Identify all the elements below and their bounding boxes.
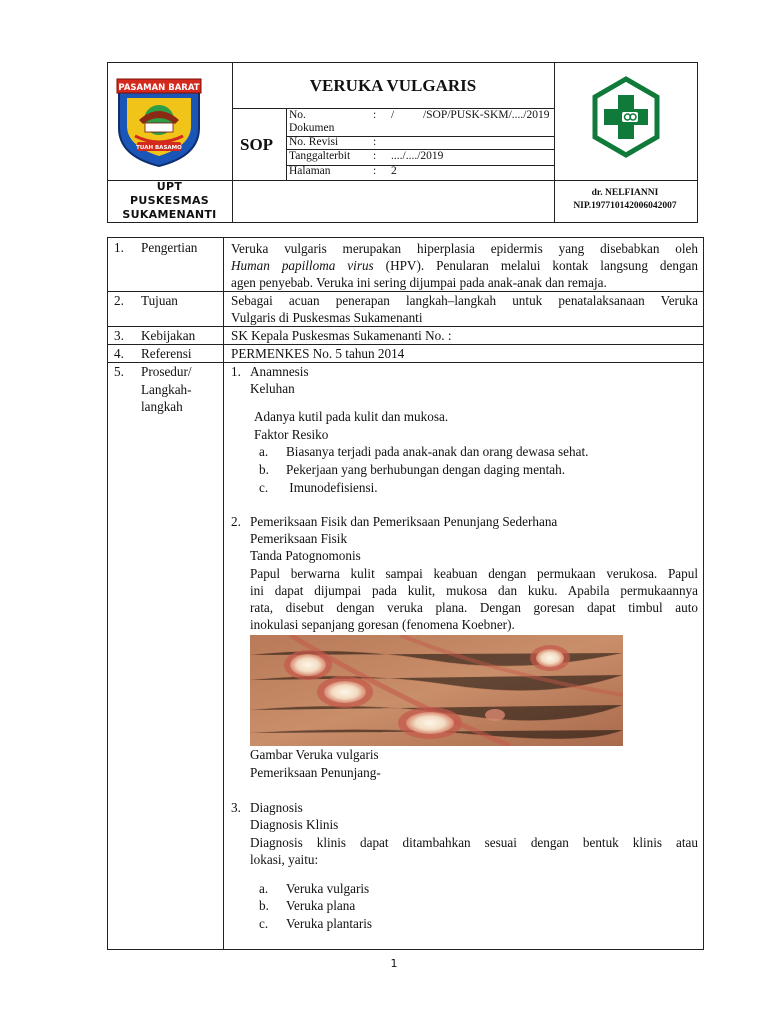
row-label-prosedur: Prosedur/ Langkah- langkah xyxy=(141,364,192,414)
section-number: 3. xyxy=(231,800,241,815)
meta-label-halaman: Halaman xyxy=(289,165,331,177)
row-number: 2. xyxy=(114,293,124,308)
meta-colon: : xyxy=(373,150,377,162)
svg-text:PASAMAN BARAT: PASAMAN BARAT xyxy=(118,83,200,93)
meta-value-tanggal: ..../..../2019 xyxy=(391,150,444,162)
row-label-pengertian: Pengertian xyxy=(141,240,198,255)
list-marker: b. xyxy=(259,898,269,913)
diagnosis-line-1: Diagnosis klinis dapat ditambahkan sesuai dengan bentuk klinis atau xyxy=(250,835,698,850)
pemeriksaan-line-3: rata, disebut dengan veruka plana. Dengan goresan dapat timbul auto xyxy=(250,600,698,615)
sop-label: SOP xyxy=(240,135,274,154)
list-item: Pekerjaan yang berhubungan dengan daging mentah. xyxy=(286,462,566,477)
puskesmas-logo xyxy=(591,76,661,158)
veruka-vulgaris-photo xyxy=(250,635,623,746)
meta-label-dokumen: Dokumen xyxy=(289,122,335,134)
list-marker: b. xyxy=(259,462,269,477)
meta-colon: : xyxy=(373,165,377,177)
subheading-diagnosis-klinis: Diagnosis Klinis xyxy=(250,817,339,832)
subheading-pemeriksaan-penunjang: Pemeriksaan Penunjang- xyxy=(250,765,381,780)
pengertian-line-2: Human papilloma virus (HPV). Penularan melalui kontak langsung dengan xyxy=(231,258,698,273)
row-number: 4. xyxy=(114,346,124,361)
puskesmas-cross-icon xyxy=(591,76,661,158)
row-label-referensi: Referensi xyxy=(141,346,192,361)
referensi-text: PERMENKES No. 5 tahun 2014 xyxy=(231,346,405,361)
list-marker: a. xyxy=(259,881,269,896)
row-label-kebijakan: Kebijakan xyxy=(141,328,196,343)
section-title-anamnesis: Anamnesis xyxy=(250,364,309,379)
row-number: 3. xyxy=(114,328,124,343)
section-number: 1. xyxy=(231,364,241,379)
pasaman-barat-emblem-icon xyxy=(113,76,205,168)
svg-text:TUAH BASAMO: TUAH BASAMO xyxy=(136,145,182,151)
skin-lesion-image-icon xyxy=(250,635,623,746)
organization-name: UPT PUSKESMAS SUKAMENANTI xyxy=(122,180,217,221)
row-label-tujuan: Tujuan xyxy=(141,293,178,308)
list-marker: a. xyxy=(259,444,269,459)
signer-nip: NIP.197710142006042007 xyxy=(573,201,677,211)
pemeriksaan-line-1: Papul berwarna kulit sampai keabuan dengan permukaan verukosa. Papul xyxy=(250,566,698,581)
section-title-pemeriksaan: Pemeriksaan Fisik dan Pemeriksaan Penunjang Sederhana xyxy=(250,514,558,529)
keluhan-text: Adanya kutil pada kulit dan mukosa. xyxy=(254,409,449,424)
tujuan-line-1: Sebagai acuan penerapan langkah–langkah untuk penatalaksanaan Veruka xyxy=(231,293,698,308)
list-item: Biasanya terjadi pada anak-anak dan orang dewasa sehat. xyxy=(286,444,589,459)
pemeriksaan-line-4: inokulasi sepanjang goresan (fenomena Koebner). xyxy=(250,617,515,632)
list-item: Veruka plana xyxy=(286,898,356,913)
subheading-pemeriksaan-fisik: Pemeriksaan Fisik xyxy=(250,531,348,546)
list-marker: c. xyxy=(259,480,269,495)
list-item: Imunodefisiensi. xyxy=(286,480,378,495)
tujuan-line-2: Vulgaris di Puskesmas Sukamenanti xyxy=(231,310,423,325)
pengertian-line-3: agen penyebab. Veruka ini sering dijumpai pada anak-anak dan remaja. xyxy=(231,275,607,290)
subheading-tanda-patognomonis: Tanda Patognomonis xyxy=(250,548,361,563)
meta-colon: : xyxy=(373,109,377,121)
list-marker: c. xyxy=(259,916,269,931)
list-item: Veruka plantaris xyxy=(286,916,373,931)
row-number: 5. xyxy=(114,364,124,379)
meta-label-tanggal: Tanggalterbit xyxy=(289,150,351,162)
photo-caption: Gambar Veruka vulgaris xyxy=(250,747,379,762)
meta-colon: : xyxy=(373,136,377,148)
page-number: 1 xyxy=(390,957,398,970)
meta-label-no: No. xyxy=(289,109,306,121)
section-number: 2. xyxy=(231,514,241,529)
subheading-keluhan: Keluhan xyxy=(250,381,295,396)
diagnosis-line-2: lokasi, yaitu: xyxy=(250,852,319,867)
subheading-faktor-resiko: Faktor Resiko xyxy=(254,427,329,442)
list-item: Veruka vulgaris xyxy=(286,881,370,896)
section-title-diagnosis: Diagnosis xyxy=(250,800,303,815)
meta-value-halaman: 2 xyxy=(391,165,397,177)
document-title: VERUKA VULGARIS xyxy=(309,76,477,95)
row-number: 1. xyxy=(114,240,124,255)
meta-value-dokumen: / /SOP/PUSK-SKM/..../2019 xyxy=(391,109,550,121)
meta-label-revisi: No. Revisi xyxy=(289,136,339,148)
pasaman-barat-logo xyxy=(113,76,205,168)
pengertian-line-1: Veruka vulgaris merupakan hiperplasia epidermis yang disebabkan oleh xyxy=(231,241,698,256)
signer-name: dr. NELFIANNI xyxy=(591,188,659,198)
signer-block xyxy=(554,187,696,213)
kebijakan-text: SK Kepala Puskesmas Sukamenanti No. : xyxy=(231,328,452,343)
pemeriksaan-line-2: ini dapat dijumpai pada kulit, mukosa dan kuku. Apabila permukaannya xyxy=(250,583,698,598)
